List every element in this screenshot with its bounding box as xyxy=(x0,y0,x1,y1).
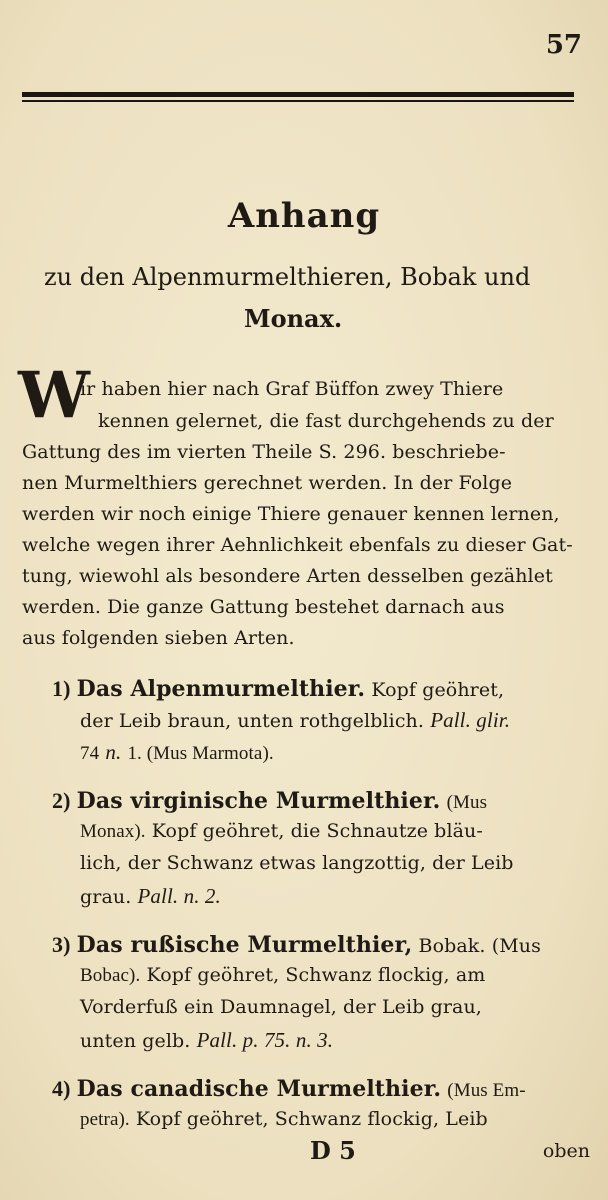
entry-2-line-3: lich, der Schwanz etwas langzottig, der Leib xyxy=(80,852,514,874)
entry-title: Das rußische Murmelthier, xyxy=(76,932,413,958)
entry-latin-name: (Mus xyxy=(446,792,488,813)
entry-1-line-1 xyxy=(52,676,504,702)
entry-reference: Pall. p. 75. n. 3. xyxy=(196,1028,334,1052)
signature-mark: D 5 xyxy=(310,1136,356,1165)
entry-2-line-1 xyxy=(52,788,487,814)
entry-latin-name: Bobac). xyxy=(80,965,141,986)
entry-reference: Pall. glir. xyxy=(430,708,511,732)
entry-latin-name: Monax). xyxy=(80,821,146,842)
entry-1-line-2 xyxy=(80,708,510,733)
entry-1-line-3 xyxy=(80,740,274,765)
intro-line: werden. Die ganze Gattung bestehet darnach aus xyxy=(22,596,505,618)
intro-line: Gattung des im vierten Theile S. 296. beschriebe- xyxy=(22,441,506,463)
entry-title: Das Alpenmurmelthier. xyxy=(76,676,366,702)
entry-4-line-2 xyxy=(80,1108,488,1131)
entry-title: Das canadische Murmelthier. xyxy=(76,1076,442,1102)
intro-line: werden wir noch einige Thiere genauer kennen lernen, xyxy=(22,503,560,525)
intro-line: welche wegen ihrer Aehnlichkeit ebenfals zu dieser Gat- xyxy=(22,534,573,556)
entry-2-line-2 xyxy=(80,820,483,843)
entry-text: der Leib braun, unten rothgelblich. xyxy=(80,710,425,732)
entry-3-line-4 xyxy=(80,1028,333,1053)
entry-text: Kopf geöhret, Schwanz flockig, Leib xyxy=(135,1108,488,1130)
intro-line: ir haben hier nach Graf Büffon zwey Thiere xyxy=(80,378,504,400)
entry-4-line-1 xyxy=(52,1076,526,1102)
entry-reference: Pall. n. 2. xyxy=(137,884,221,908)
entry-text: Kopf geöhret, xyxy=(371,679,505,701)
entry-number: 1) xyxy=(52,676,71,701)
intro-line: kennen gelernet, die fast durchgehends zu der xyxy=(98,410,554,432)
intro-line: tung, wiewohl als besondere Arten desselben gezählet xyxy=(22,565,553,587)
entry-3-line-3: Vorderfuß ein Daumnagel, der Leib grau, xyxy=(80,996,482,1018)
entry-number: 4) xyxy=(52,1076,71,1101)
entry-text: unten gelb. xyxy=(80,1030,191,1052)
entry-number: 2) xyxy=(52,788,71,813)
section-heading: Anhang xyxy=(227,196,381,236)
entry-text: Bobak. (Mus xyxy=(418,935,541,957)
intro-line: aus folgenden sieben Arten. xyxy=(22,627,295,649)
subheading-line-1: zu den Alpenmurmelthieren, Bobak und xyxy=(44,263,531,291)
entry-3-line-1 xyxy=(52,932,541,958)
header-rule-thin xyxy=(22,100,574,102)
entry-latin-name: petra). xyxy=(80,1109,130,1130)
header-rule-thick xyxy=(22,92,574,97)
entry-reference: 74 xyxy=(80,743,100,764)
page-number: 57 xyxy=(545,30,582,60)
catchword: oben xyxy=(542,1140,590,1162)
entry-text: grau. xyxy=(80,886,132,908)
entry-text: Kopf geöhret, die Schnautze bläu- xyxy=(151,820,483,842)
entry-2-line-4 xyxy=(80,884,221,909)
intro-line: nen Murmelthiers gerechnet werden. In der Folge xyxy=(22,472,513,494)
entry-reference: n. xyxy=(105,740,122,764)
entry-3-line-2 xyxy=(80,964,485,987)
entry-number: 3) xyxy=(52,932,71,957)
subheading-line-2: Monax. xyxy=(244,304,343,333)
drop-cap: W xyxy=(18,358,90,433)
entry-latin-name: 1. (Mus Marmota). xyxy=(127,743,274,764)
entry-latin-name: (Mus Em- xyxy=(447,1080,526,1101)
entry-title: Das virginische Murmelthier. xyxy=(76,788,441,814)
entry-text: Kopf geöhret, Schwanz flockig, am xyxy=(146,964,486,986)
